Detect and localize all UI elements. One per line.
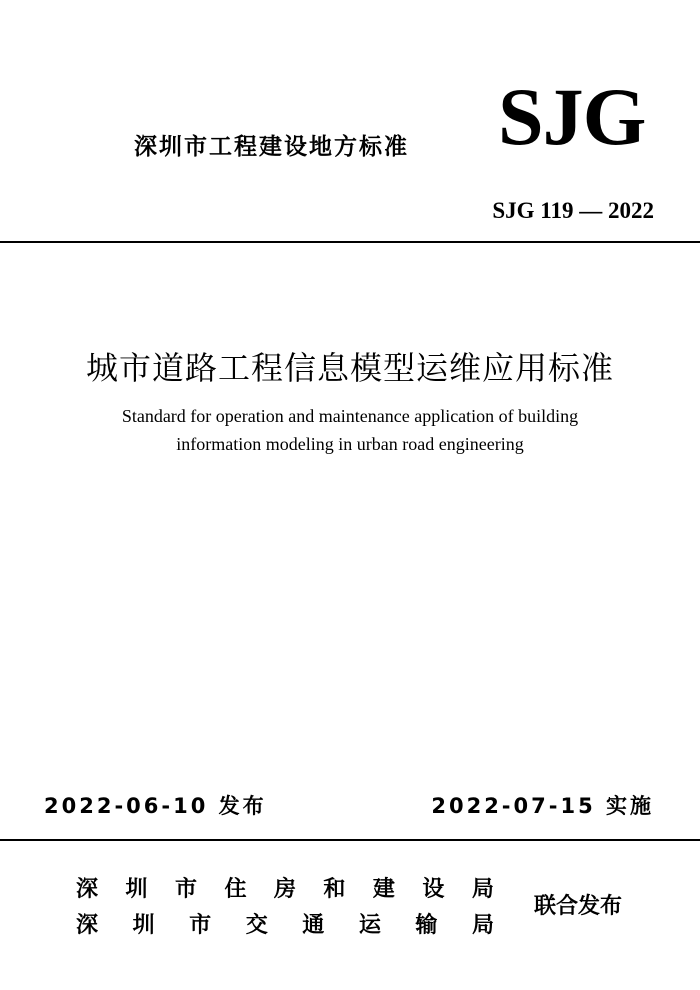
issue-date: 2022-06-10 发布 [44,794,267,818]
issuer-housing-bureau [76,872,494,903]
standard-number: SJG 119 — 2022 [492,198,654,223]
issuer-char: 设 [422,877,445,902]
issuer-char: 住 [224,877,247,902]
issuer-char: 建 [372,877,395,902]
issuer-char: 交 [245,913,268,938]
title-chinese: 城市道路工程信息模型运维应用标准 [85,349,614,387]
issuer-char: 和 [323,877,346,902]
issuer-char: 市 [174,877,197,902]
issuer-char: 圳 [125,877,148,902]
issuer-char: 深 [76,877,99,902]
issuer-char: 局 [471,913,494,938]
title-english [0,402,700,458]
joint-issuance-label: 联合发布 [534,894,623,919]
title-english-line-1: Standard for operation and maintenance application of building [121,406,579,426]
issuer-char: 通 [302,913,325,938]
top-divider [0,241,700,243]
issuer-char: 输 [415,913,438,938]
local-standard-label: 深圳市工程建设地方标准 [134,134,409,160]
issuer-char: 局 [471,877,494,902]
issuer-transport-bureau [76,908,494,939]
sjg-logo: SJG [498,71,646,162]
issuer-char: 运 [358,913,381,938]
implementation-date: 2022-07-15 实施 [431,794,654,818]
issuer-char: 圳 [132,913,155,938]
issuer-char: 房 [273,877,296,902]
bottom-divider [0,839,700,841]
issuer-char: 市 [189,913,212,938]
issuer-char: 深 [76,913,99,938]
title-english-line-2: information modeling in urban road engineering [176,434,524,454]
